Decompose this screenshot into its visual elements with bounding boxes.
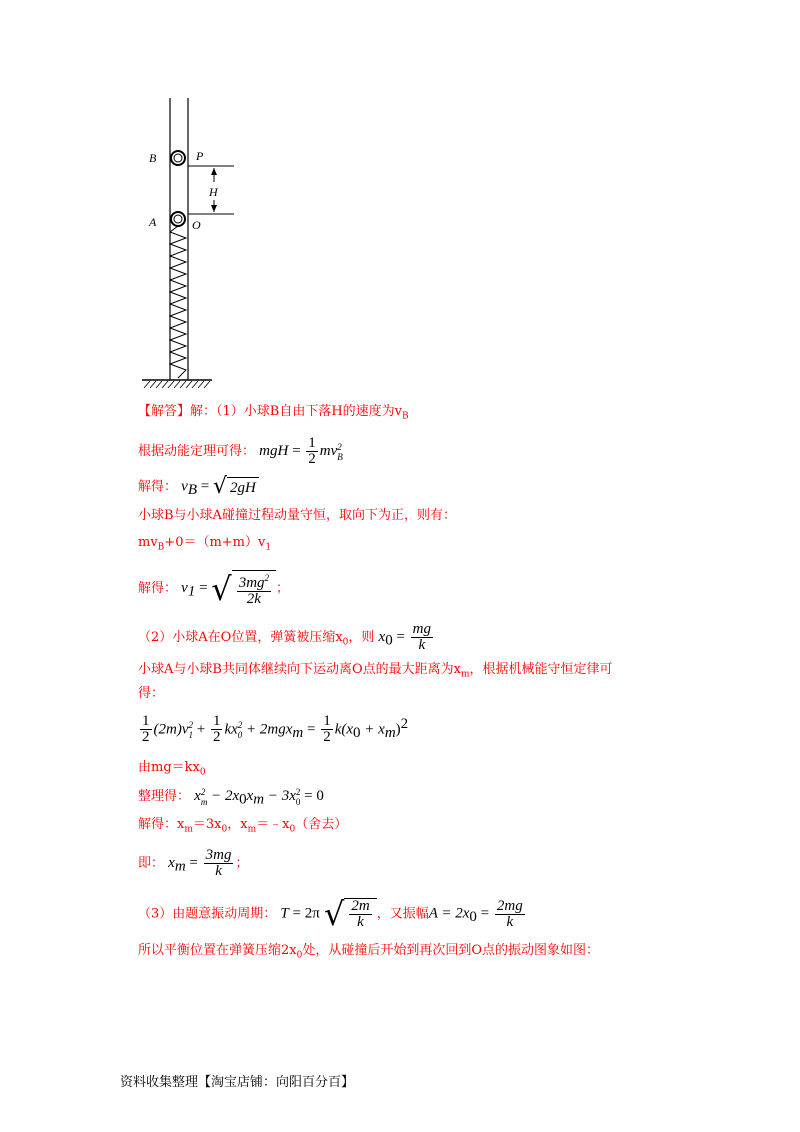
line-6-frac <box>237 571 271 607</box>
line-15-eq3: = <box>476 905 493 922</box>
line-10-k-sup: 2 <box>400 716 409 732</box>
line-2-rhs: mv <box>319 443 338 459</box>
label-p: P <box>196 149 204 163</box>
line-15-A: A <box>428 905 438 922</box>
line-1-text: 解：（1）小球B自由下落H的速度为v <box>190 404 403 419</box>
sqrt-icon: √ <box>211 569 232 608</box>
line-12-a-sup: 2 <box>200 786 206 797</box>
answer-line-5 <box>138 533 271 558</box>
ball-a-inner <box>174 215 182 223</box>
ball-b-inner <box>174 154 182 162</box>
line-10-h-num: 1 <box>323 713 331 730</box>
line-14-sub: m <box>174 858 186 875</box>
line-11-text: 由mg＝kx <box>138 760 200 775</box>
line-15-T: T <box>280 905 289 922</box>
line-10-a-num: 1 <box>142 713 150 730</box>
answer-line-8 <box>138 660 613 685</box>
spring-ball-diagram <box>138 98 238 398</box>
answer-line-3 <box>138 476 259 500</box>
line-6-num: 3mg <box>238 575 265 591</box>
line-12-d-sup: 2 <box>295 786 301 797</box>
line-4-text: 小球B与小球A碰撞过程动量守恒，取向下为正，则有： <box>138 508 456 523</box>
line-7-eq: = <box>392 629 409 645</box>
line-13-sub1: m <box>184 824 193 835</box>
line-12-e: = 0 <box>300 788 324 804</box>
line-10-e: kx <box>224 721 238 738</box>
sqrt-icon: √ <box>212 474 227 499</box>
answer-line-10 <box>138 714 408 745</box>
line-10-d-den: 2 <box>212 729 221 746</box>
line-15-text2: ，又振幅 <box>376 906 429 922</box>
answer-line-1 <box>138 402 409 427</box>
line-15-text: （3）由题意振动周期： <box>138 906 277 922</box>
line-1-sub: B <box>402 411 409 422</box>
line-13-text4: ＝﹣x <box>256 817 290 832</box>
answer-line-11 <box>138 758 206 783</box>
line-3-sqrt <box>213 476 259 498</box>
sqrt-icon: √ <box>323 895 345 933</box>
line-6-num-sup: 2 <box>264 573 270 583</box>
answer-line-14 <box>138 848 249 879</box>
line-8-text: 小球A与小球B共同体继续向下运动离O点的最大距离为x <box>138 662 461 677</box>
ground-hatch-icon <box>144 381 210 388</box>
label-h: H <box>209 185 218 199</box>
line-12-d: − 3x <box>264 788 296 804</box>
line-14-num: 3mg <box>205 847 232 863</box>
line-3-eq: = <box>197 478 213 495</box>
line-10-d-num: 1 <box>212 713 221 730</box>
line-15-num: 2m <box>351 898 370 914</box>
label-a: A <box>149 215 157 229</box>
answer-line-12 <box>138 786 324 810</box>
line-7-text2: ，则 <box>348 630 379 645</box>
line-7-num: mg <box>412 621 432 637</box>
line-7-x: x <box>378 629 386 645</box>
line-2-sub: B <box>337 451 343 462</box>
line-8-text2: ，根据机械能守恒定律可 <box>469 662 613 677</box>
line-13-text3: ，x <box>227 817 248 832</box>
line-13-text2: ＝3x <box>192 817 222 832</box>
line-2-eq: = <box>288 443 305 459</box>
line-13-sub4: 0 <box>289 824 296 835</box>
page-footer: 资料收集整理【淘宝店铺：向阳百分百】 <box>120 1075 355 1090</box>
line-6-text: 解得： <box>138 581 178 596</box>
line-10-e-sub: 0 <box>237 729 243 740</box>
answer-line-6 <box>138 570 289 607</box>
line-7-sub: 0 <box>342 637 349 648</box>
line-10-g: = <box>303 721 320 738</box>
line-10-frac-d <box>211 714 223 745</box>
line-2-sup: 2 <box>337 441 342 452</box>
line-5-sub2: 1 <box>265 542 272 553</box>
line-10-a-den: 2 <box>142 729 150 746</box>
answer-line-2 <box>138 436 343 467</box>
line-15-den: k <box>357 914 364 930</box>
line-12-d-sub: 0 <box>295 796 301 807</box>
line-3-sub: B <box>187 482 197 499</box>
line-10-f-sub: m <box>292 724 304 741</box>
line-2-num: 1 <box>308 435 316 451</box>
line-13-text: 解得：x <box>138 817 185 832</box>
line-12-a: x <box>194 788 201 804</box>
line-11-sub: 0 <box>199 767 206 778</box>
line-3-rad: 2gH <box>227 477 259 498</box>
label-o: O <box>192 218 201 232</box>
line-16-text2: 处，从碰撞后开始到再次回到O点的振动图象如图： <box>302 943 600 958</box>
ball-a <box>171 212 185 226</box>
line-14-x: x <box>168 855 175 871</box>
line-14-eq: = <box>185 855 202 871</box>
answer-line-16 <box>138 941 599 966</box>
label-b: B <box>149 151 157 165</box>
h-arrow-down-head <box>211 205 217 212</box>
line-2-text: 根据动能定理可得： <box>138 444 256 459</box>
answer-line-7 <box>138 622 435 653</box>
h-arrow-up-head <box>211 168 217 175</box>
line-6-den: 2k <box>246 591 261 607</box>
line-12-text: 整理得： <box>138 789 191 804</box>
line-12-b-sub: 0 <box>239 791 247 808</box>
line-10-e-sup: 2 <box>237 719 243 730</box>
line-15-sqrt <box>323 895 377 933</box>
line-5-text-a: mv <box>138 535 158 550</box>
line-10-h-den: 2 <box>323 729 331 746</box>
answer-heading: 【解答】 <box>138 404 191 419</box>
line-14-text: 即： <box>138 856 165 871</box>
line-15-frac2 <box>495 899 525 930</box>
line-16-sub: 0 <box>296 950 303 961</box>
line-13-text5: （舍去） <box>295 817 348 832</box>
line-10-b-sup: 2 <box>188 719 193 730</box>
line-8-sub: m <box>460 669 470 680</box>
line-6-eq: = <box>195 580 212 596</box>
line-14-end: ； <box>235 856 249 871</box>
line-15-den2: k <box>506 913 514 930</box>
line-10-j-sub: m <box>384 724 396 741</box>
line-14-den: k <box>215 863 222 879</box>
line-2-lhs: mgH <box>259 443 289 459</box>
line-10-b: (2m)v <box>153 721 189 738</box>
spring-icon <box>170 226 186 378</box>
line-12-c-sub: m <box>253 791 265 808</box>
line-2-den: 2 <box>308 451 316 467</box>
line-10-f: + 2mgx <box>242 721 293 738</box>
line-2-frac <box>306 436 318 467</box>
line-10-b-sub: 1 <box>188 729 193 740</box>
line-5-sub: B <box>157 542 165 553</box>
answer-line-13 <box>138 815 347 840</box>
line-6-sqrt <box>211 570 276 607</box>
line-12-c: x <box>246 788 254 804</box>
line-13-sub2: 0 <box>221 824 228 835</box>
answer-line-4 <box>138 506 456 526</box>
line-15-eq: = 2π <box>288 905 320 922</box>
line-10-i-sub: 0 <box>353 724 361 741</box>
line-10-frac-a <box>140 714 152 745</box>
line-15-num2: 2mg <box>496 897 523 914</box>
ball-b <box>171 151 185 165</box>
line-15-eq2: = 2x <box>437 905 470 922</box>
line-3-text: 解得： <box>138 479 178 495</box>
line-10-i: k(x <box>334 721 354 738</box>
line-15-sub: 0 <box>469 909 477 926</box>
line-16-text: 所以平衡位置在弹簧压缩2x <box>138 943 297 958</box>
line-14-frac <box>204 848 234 879</box>
line-7-text: （2）小球A在O位置，弹簧被压缩x <box>138 630 343 645</box>
line-7-den: k <box>418 637 426 653</box>
line-12-b: − 2x <box>207 788 240 804</box>
line-5-text-b: +0＝（m+m）v <box>164 535 266 550</box>
line-12-a-sub: m <box>200 796 208 807</box>
line-3-v: v <box>181 478 188 495</box>
line-15-frac <box>349 899 371 930</box>
line-9-text: 得： <box>138 686 165 701</box>
line-10-c: + <box>192 721 209 738</box>
line-7-xsub: 0 <box>385 632 393 649</box>
line-10-j: + x <box>360 721 385 738</box>
line-6-sub: 1 <box>187 583 196 600</box>
line-6-v: v <box>181 580 188 596</box>
line-10-k: ) <box>395 721 401 738</box>
line-10-frac-h <box>321 714 333 745</box>
answer-line-15 <box>138 895 527 933</box>
line-7-frac <box>411 622 433 653</box>
line-6-end: ； <box>276 581 290 596</box>
line-13-sub3: m <box>247 824 257 835</box>
answer-line-9 <box>138 684 164 704</box>
